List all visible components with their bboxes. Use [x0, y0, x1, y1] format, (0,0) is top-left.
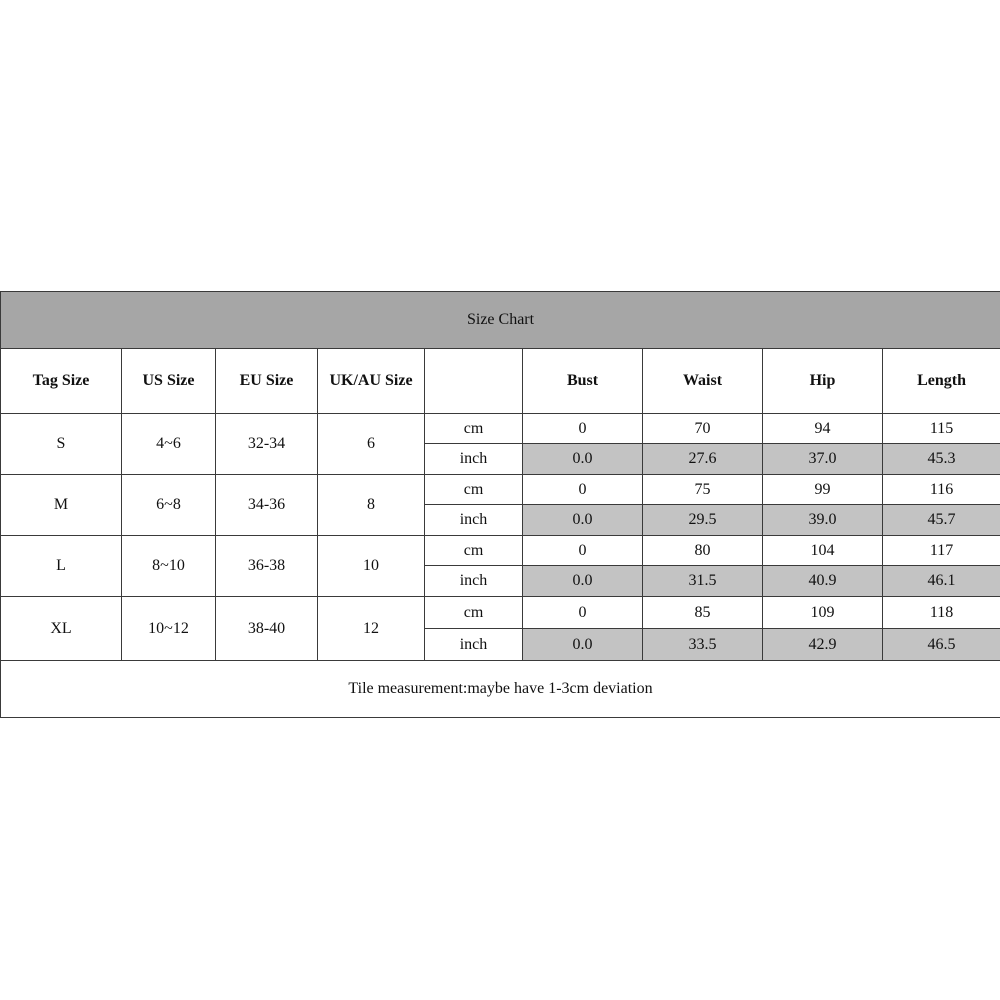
length-cell: 117: [883, 536, 1000, 566]
uk-size-cell: 12: [318, 597, 425, 661]
header-unit: [425, 349, 523, 414]
footer-row: [1, 661, 1000, 718]
bust-cell: 0.0: [523, 629, 643, 661]
waist-cell: 31.5: [643, 566, 763, 597]
tag-size-cell: S: [1, 414, 122, 475]
table-row: [1, 414, 1000, 444]
length-cell: 46.5: [883, 629, 1000, 661]
hip-cell: 104: [763, 536, 883, 566]
length-cell: 45.7: [883, 505, 1000, 536]
us-size-cell: 8~10: [122, 536, 216, 597]
header-waist: Waist: [643, 349, 763, 414]
hip-cell: 99: [763, 475, 883, 505]
header-us-size: US Size: [122, 349, 216, 414]
bust-cell: 0.0: [523, 566, 643, 597]
length-cell: 115: [883, 414, 1000, 444]
title-row: [1, 292, 1000, 349]
eu-size-cell: 32-34: [216, 414, 318, 475]
unit-cell: inch: [425, 505, 523, 536]
waist-cell: 33.5: [643, 629, 763, 661]
us-size-cell: 4~6: [122, 414, 216, 475]
bust-cell: 0: [523, 536, 643, 566]
chart-title: Size Chart: [1, 292, 1000, 349]
waist-cell: 85: [643, 597, 763, 629]
hip-cell: 42.9: [763, 629, 883, 661]
tag-size-cell: L: [1, 536, 122, 597]
tag-size-cell: M: [1, 475, 122, 536]
header-uk-au-size: UK/AU Size: [318, 349, 425, 414]
header-row: [1, 349, 1000, 414]
eu-size-cell: 36-38: [216, 536, 318, 597]
uk-size-cell: 10: [318, 536, 425, 597]
header-bust: Bust: [523, 349, 643, 414]
waist-cell: 27.6: [643, 444, 763, 475]
waist-cell: 80: [643, 536, 763, 566]
length-cell: 46.1: [883, 566, 1000, 597]
hip-cell: 37.0: [763, 444, 883, 475]
tag-size-cell: XL: [1, 597, 122, 661]
unit-cell: cm: [425, 475, 523, 505]
measurement-note: Tile measurement:maybe have 1-3cm deviation: [1, 661, 1000, 718]
eu-size-cell: 34-36: [216, 475, 318, 536]
header-eu-size: EU Size: [216, 349, 318, 414]
bust-cell: 0: [523, 597, 643, 629]
size-chart-table: [0, 291, 1000, 718]
header-hip: Hip: [763, 349, 883, 414]
unit-cell: cm: [425, 536, 523, 566]
hip-cell: 40.9: [763, 566, 883, 597]
table-row: [1, 475, 1000, 505]
uk-size-cell: 6: [318, 414, 425, 475]
bust-cell: 0.0: [523, 444, 643, 475]
length-cell: 116: [883, 475, 1000, 505]
eu-size-cell: 38-40: [216, 597, 318, 661]
unit-cell: inch: [425, 444, 523, 475]
unit-cell: inch: [425, 629, 523, 661]
table-row: [1, 597, 1000, 629]
table-row: [1, 536, 1000, 566]
us-size-cell: 10~12: [122, 597, 216, 661]
waist-cell: 75: [643, 475, 763, 505]
hip-cell: 109: [763, 597, 883, 629]
header-tag-size: Tag Size: [1, 349, 122, 414]
hip-cell: 94: [763, 414, 883, 444]
header-length: Length: [883, 349, 1000, 414]
bust-cell: 0: [523, 475, 643, 505]
unit-cell: inch: [425, 566, 523, 597]
waist-cell: 70: [643, 414, 763, 444]
bust-cell: 0: [523, 414, 643, 444]
uk-size-cell: 8: [318, 475, 425, 536]
unit-cell: cm: [425, 414, 523, 444]
us-size-cell: 6~8: [122, 475, 216, 536]
unit-cell: cm: [425, 597, 523, 629]
length-cell: 118: [883, 597, 1000, 629]
length-cell: 45.3: [883, 444, 1000, 475]
waist-cell: 29.5: [643, 505, 763, 536]
bust-cell: 0.0: [523, 505, 643, 536]
hip-cell: 39.0: [763, 505, 883, 536]
